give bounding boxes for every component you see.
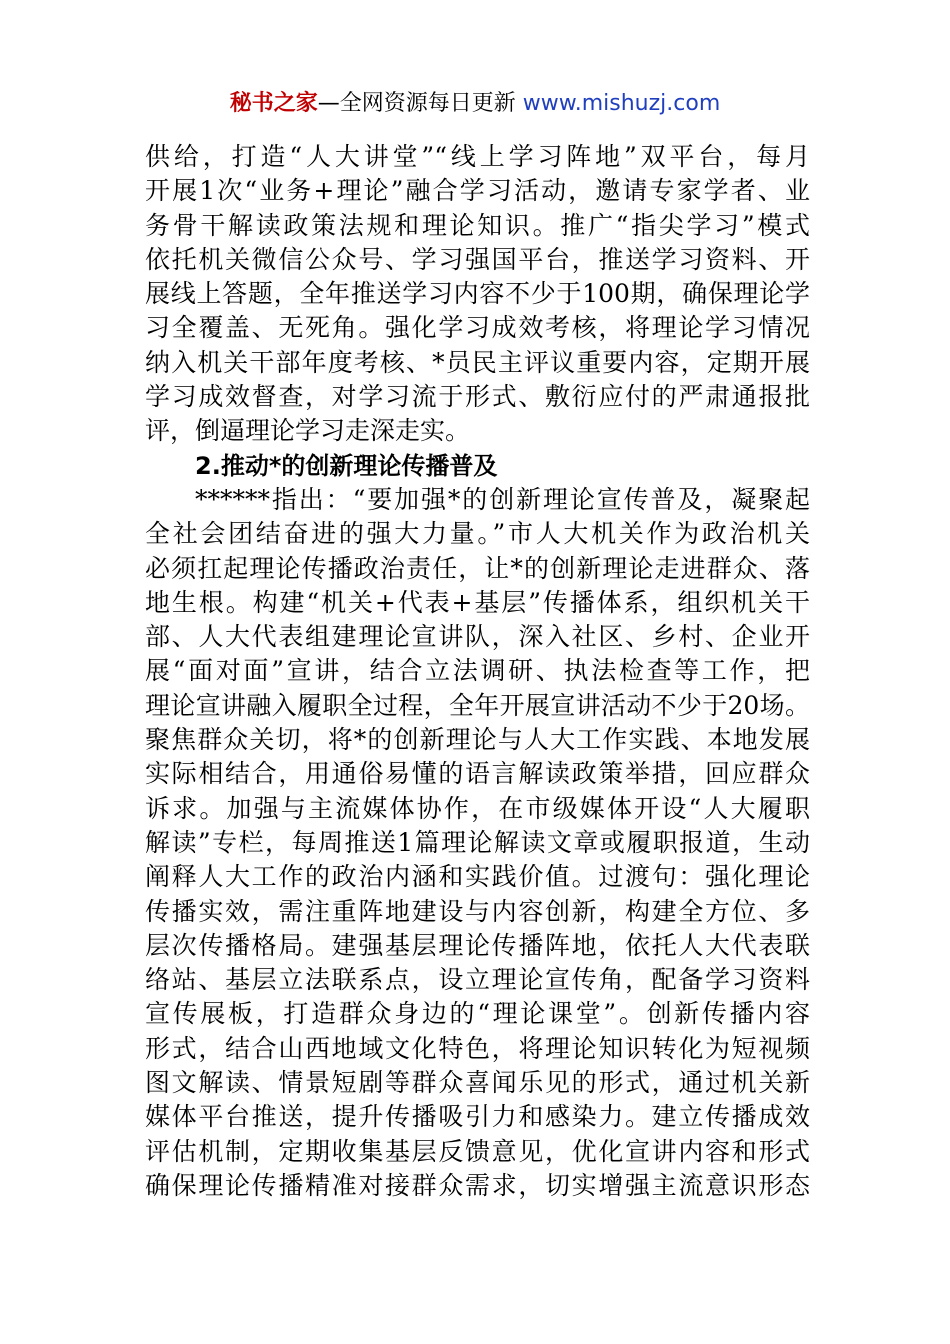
text-line: 传播实效，需注重阵地建设与内容创新，构建全方位、多 [145,896,810,926]
text-line: 依托机关微信公众号、学习强国平台，推送学习资料、开 [145,244,810,274]
text-line: 地生根。构建“机关+代表+基层”传播体系，组织机关干 [145,587,810,617]
brand-name: 秘书之家 [229,91,318,116]
text-line: 诉求。加强与主流媒体协作，在市级媒体开设“人大履职 [145,793,810,823]
text-line: 评，倒逼理论学习走深走实。 [145,416,471,446]
text-line: 学习成效督查，对学习流于形式、敷衍应付的严肃通报批 [145,382,810,412]
text-line: 确保理论传播精准对接群众需求，切实增强主流意识形态 [145,1170,810,1200]
text-line: 阐释人大工作的政治内涵和实践价值。过渡句：强化理论 [145,862,810,892]
text-line: 全社会团结奋进的强大力量。”市人大机关作为政治机关 [145,519,810,549]
text-line: 评估机制，定期收集基层反馈意见，优化宣讲内容和形式 [145,1136,810,1166]
section-heading: 2.推动*的创新理论传播普及 [195,451,498,480]
text-line: 习全覆盖、无死角。强化学习成效考核，将理论学习情况 [145,313,810,343]
site-url-link[interactable]: www.mishuzj.com [522,91,721,116]
text-line: 图文解读、情景短剧等群众喜闻乐见的形式，通过机关新 [145,1068,810,1098]
text-line: 展“面对面”宣讲，结合立法调研、执法检查等工作，把 [145,656,810,686]
paragraph-1 [145,140,810,449]
text-line: 解读”专栏，每周推送1篇理论解读文章或履职报道，生动 [145,827,810,857]
text-line: 供给，打造“人大讲堂”“线上学习阵地”双平台，每月 [145,142,810,171]
text-line: 务骨干解读政策法规和理论知识。推广“指尖学习”模式 [145,210,810,240]
text-line: 理论宣讲融入履职全过程，全年开展宣讲活动不少于20场。 [145,690,810,720]
site-header [0,88,950,120]
text-line: 纳入机关干部年度考核、*员民主评议重要内容，定期开展 [145,347,810,377]
header-tagline: —全网资源每日更新 [317,91,523,116]
text-line: 层次传播格局。建强基层理论传播阵地，依托人大代表联 [145,930,810,960]
text-line: 络站、基层立法联系点，设立理论宣传角，配备学习资料 [145,965,810,995]
text-line: 部、人大代表组建理论宣讲队，深入社区、乡村、企业开 [145,622,810,652]
paragraph-2 [145,483,810,1203]
text-line: 聚焦群众关切，将*的创新理论与人大工作实践、本地发展 [145,725,810,755]
text-line: 宣传展板，打造群众身边的“理论课堂”。创新传播内容 [145,999,810,1029]
text-line: 媒体平台推送，提升传播吸引力和感染力。建立传播成效 [145,1102,810,1132]
text-line: 实际相结合，用通俗易懂的语言解读政策举措，回应群众 [145,759,810,789]
text-line: ******指出：“要加强*的创新理论宣传普及，凝聚起 [195,484,810,514]
document-body [145,140,810,1203]
text-line: 开展1次“业务+理论”融合学习活动，邀请专家学者、业 [145,176,810,206]
text-line: 展线上答题，全年推送学习内容不少于100期，确保理论学 [145,279,810,309]
text-line: 形式，结合山西地域文化特色，将理论知识转化为短视频 [145,1033,810,1063]
text-line: 必须扛起理论传播政治责任，让*的创新理论走进群众、落 [145,553,810,583]
